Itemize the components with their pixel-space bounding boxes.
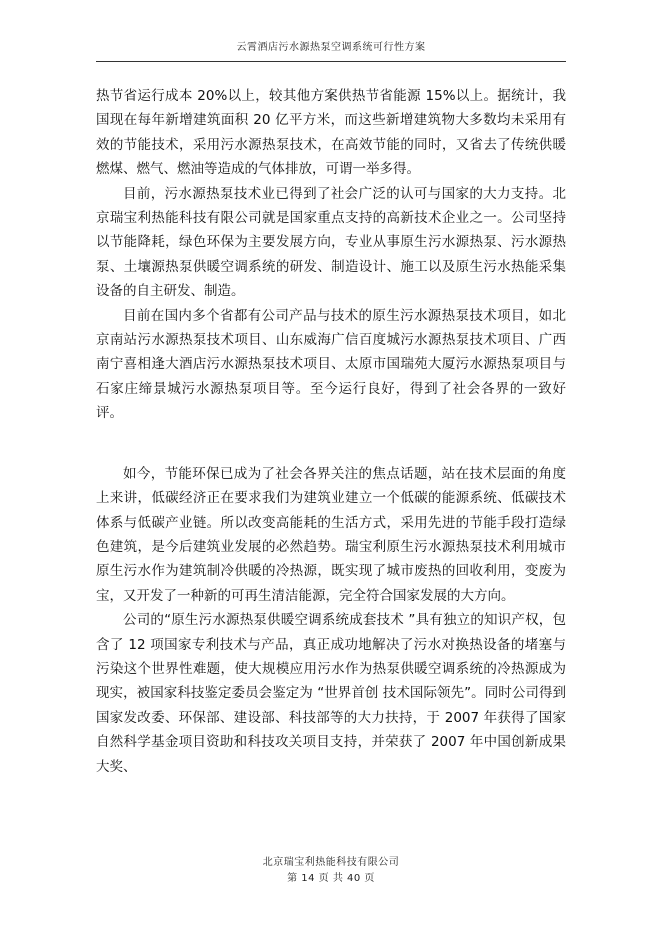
paragraph-industry-recognition: 目前，污水源热泵技术业已得到了社会广泛的认可与国家的大力支持。北京瑞宝利热能科技有限公司就是国家重点支持的高新技术企业之一。公司坚持以节能降耗，绿色环保为主要发展方向，专业从事原生污水源热泵、污水源热泵、土壤源热泵供暖空调系统的研发、制造设计、施工以及原生污水热能采集设备的自主研发、制造。 <box>96 185 566 300</box>
page-number: 第 14 页 共 40 页 <box>287 873 375 884</box>
paragraph-patents-awards: 公司的“原生污水源热泵供暖空调系统成套技术 ”具有独立的知识产权，包含了 12 项国家专利技术与产品，真正成功地解决了污水对换热设备的堵塞与污染这个世界性难题，使大规模应用污水作为热泵供暖空调系统的冷热源成为现实，被国家科技鉴定委员会鉴定为 “世界首创 技术国际领先”。同时公司得到国家发改委、环保部、建设部、科技部等的大力扶持，于 2007 年获得了国家自然科学基金项目资助和科技攻关项目支持，并荣获了 2007 年中国创新成果大奖、 <box>96 612 566 775</box>
header-divider <box>96 61 566 62</box>
document-body <box>96 84 566 779</box>
paragraph-spacer <box>96 426 566 462</box>
page-header-title: 云霄酒店污水源热泵空调系统可行性方案 <box>236 42 426 53</box>
paragraph-low-carbon: 如今，节能环保已成为了社会各界关注的焦点话题，站在技术层面的角度上来讲，低碳经济正在要求我们为建筑业建立一个低碳的能源系统、低碳技术体系与低碳产业链。所以改变高能耗的生活方式，采用先进的节能手段打造绿色建筑，是今后建筑业发展的必然趋势。瑞宝利原生污水源热泵技术利用城市原生污水作为建筑制冷供暖的冷热源，既实现了城市废热的回收利用，变废为宝，又开发了一种新的可再生清洁能源，完全符合国家发展的大方向。 <box>96 465 566 604</box>
footer-company-name: 北京瑞宝利热能科技有限公司 <box>262 857 400 868</box>
paragraph-energy-savings: 热节省运行成本 20%以上，较其他方案供热节省能源 15%以上。据统计，我国现在每年新增建筑面积 20 亿平方米，而这些新增建筑物大多数均未采用有效的节能技术，采用污水源热泵技术，在高效节能的同时，又省去了传统供暖燃煤、燃气、燃油等造成的气体排放，可谓一举多得。 <box>96 88 566 178</box>
paragraph-project-examples: 目前在国内多个省都有公司产品与技术的原生污水源热泵技术项目，如北京南站污水源热泵技术项目、山东威海广信百度城污水源热泵技术项目、广西南宁喜相逢大酒店污水源热泵技术项目、太原市国瑞苑大厦污水源热泵项目与石家庄缔景城污水源热泵项目等。至今运行良好，得到了社会各界的一致好评。 <box>96 307 566 422</box>
